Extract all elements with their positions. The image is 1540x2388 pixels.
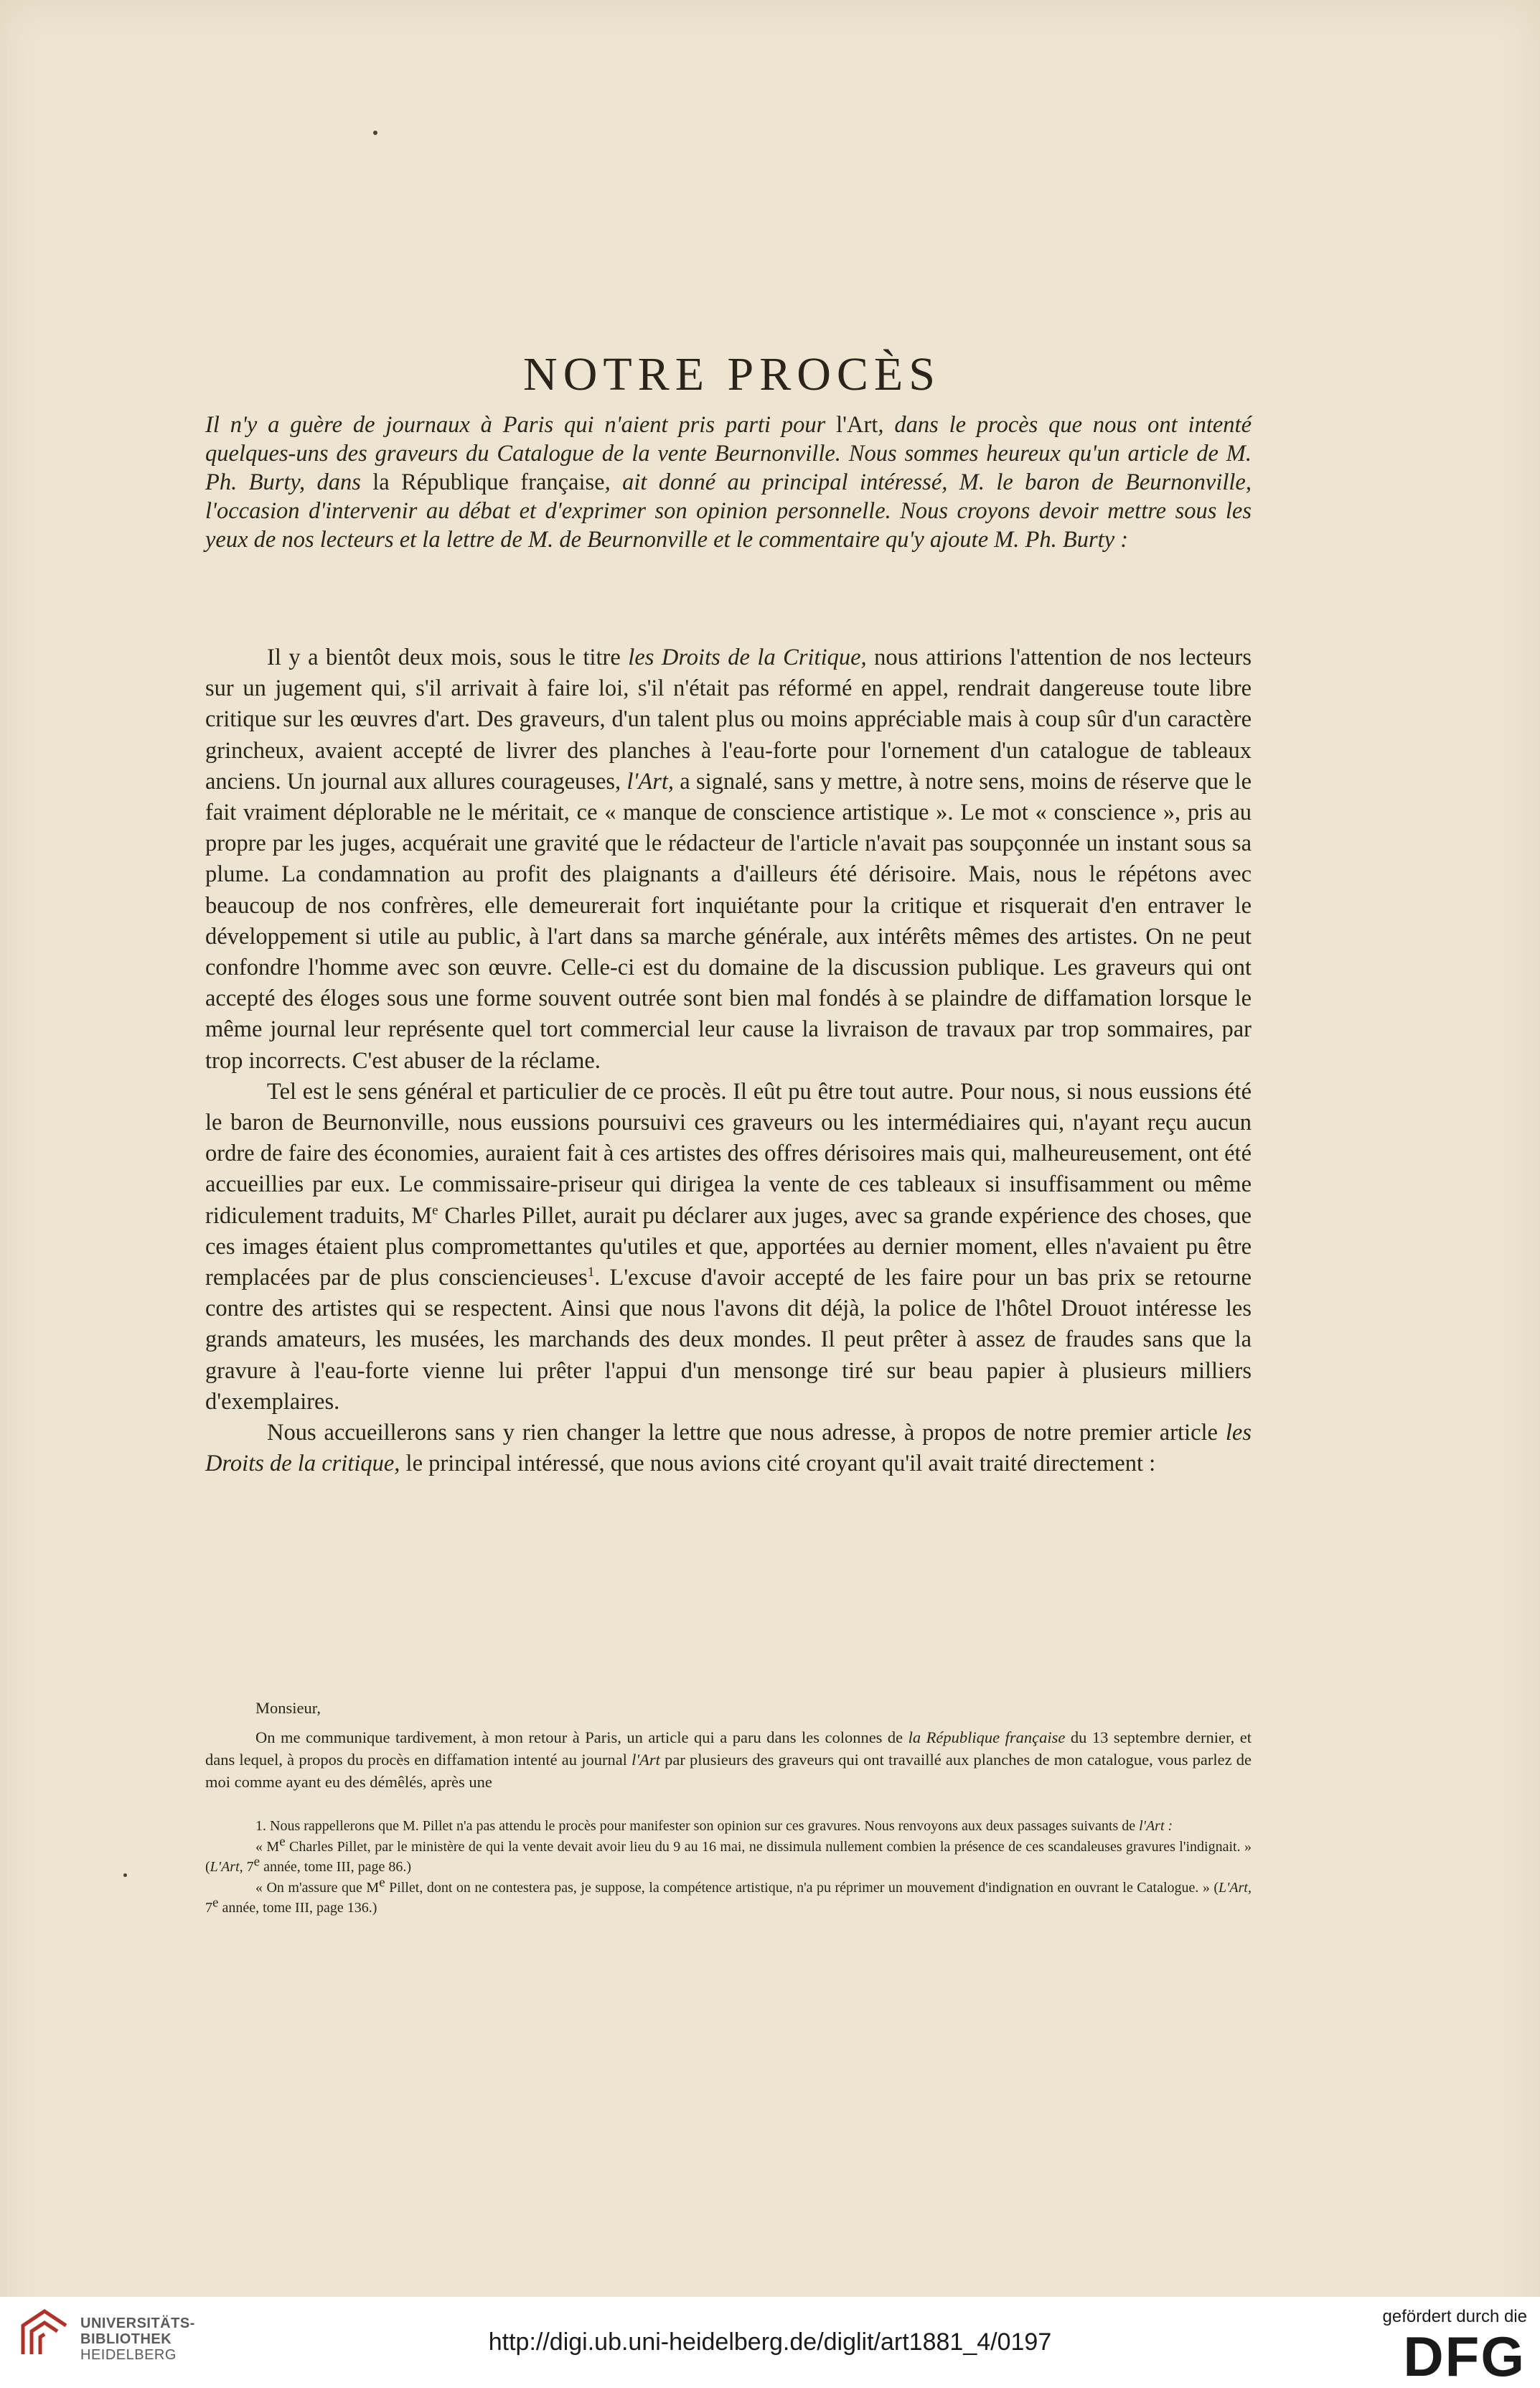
footnote-1: 1. Nous rappellerons que M. Pillet n'a pas attendu le procès pour manifester son opinion sur ces gravures. Nous renvoyons aux deux passages suivants de l'Art : <box>255 1818 1173 1834</box>
library-name: UNIVERSITÄTS- BIBLIOTHEK HEIDELBERG <box>80 2316 195 2363</box>
letter-paragraph: On me communique tardivement, à mon retour à Paris, un article qui a paru dans les colonnes de la République française du 13 septembre dernier, et dans lequel, à propos du procès en diffamation intenté au journal l'Art par plusieurs des graveurs qui ont travaillé aux planches de mon catalogue, vous parlez de moi comme ayant eu des démêlés, après une <box>205 1728 1252 1791</box>
letter-salutation: Monsieur, <box>255 1699 321 1717</box>
funding-caption: gefördert durch die <box>1382 2307 1527 2326</box>
ink-speck <box>123 1873 127 1877</box>
permalink-url[interactable]: http://digi.ub.uni-heidelberg.de/diglit/art1881_4/0197 <box>488 2328 1052 2356</box>
body-paragraph: Tel est le sens général et particulier de ce procès. Il eût pu être tout autre. Pour nous, si nous eussions été le baron de Beurnonville, nous eussions poursuivi ces graveurs ou les intermédiaires qui, n'ayant reçu aucun ordre de faire des économies, auraient fait à ces artistes des offres dérisoires mais qui, malheureusement, ont été accueillies par eux. Le commissaire-priseur qui dirigea la vente de ces tableaux si insuffisamment ou même ridiculement traduits, Me Charles Pillet, aurait pu déclarer aux juges, avec sa grande expérience des choses, que ces images étaient plus compromettantes qu'utiles et que, apportées au dernier moment, elles n'avaient pu être remplacées par de plus consciencieuses$^1$. L'excuse d'avoir accepté de les faire pour un bas prix se retourne contre des artistes qui se respectent. Ainsi que nous l'avons dit déjà, la police de l'hôtel Drouot intéresse les grands amateurs, les musées, les marchands des deux mondes. Il peut prêter à assez de fraudes sans que la gravure à l'eau-forte vienne lui prêter l'appui d'un mensonge tiré sur beau papier à plusieurs milliers d'exemplaires. <box>205 1078 1252 1415</box>
footnote-quote: « On m'assure que Me Pillet, dont on ne contestera pas, je suppose, la compétence artistique, n'a pu réprimer un mouvement d'indignation en ouvrant le Catalogue. » (L'Art, 7e année, tome III, page 136.) <box>205 1874 1252 1916</box>
dfg-logo[interactable]: DFG <box>1403 2325 1526 2388</box>
article-title: NOTRE PROCÈS <box>523 348 941 401</box>
footnotes <box>205 1816 1252 1919</box>
footnote-quote: « Me Charles Pillet, par le ministère de qui la vente devait avoir lieu du 9 au 16 mai, ne dissimula nullement combien la présence de ces scandaleuses gravures l'indignait. » (L'Art, 7e année, tome III, page 86.) <box>205 1833 1252 1875</box>
body-paragraph: Il y a bientôt deux mois, sous le titre les Droits de la Critique, nous attirions l'attention de nos lecteurs sur un jugement qui, s'il arrivait à faire loi, s'il n'était pas réformé en appel, rendrait dangereuse toute libre critique sur les œuvres d'art. Des graveurs, d'un talent plus ou moins appréciable mais à coup sûr d'un caractère grincheux, avaient accepté de livrer des planches à l'eau-forte pour l'ornement d'un catalogue de tableaux anciens. Un journal aux allures courageuses, l'Art, a signalé, sans y mettre, à notre sens, moins de réserve que le fait vraiment déplorable ne le méritait, ce « manque de conscience artistique ». Le mot « conscience », pris au propre par les juges, acquérait une gravité que le rédacteur de l'article n'avait pas soupçonnée un instant sous sa plume. La condamnation au profit des plaignants a d'ailleurs été dérisoire. Mais, nous le répétons avec beaucoup de nos confrères, elle demeurerait fort inquiétante pour la critique et risquerait d'en entraver le développement si utile au public, à l'art dans sa marche générale, aux intérêts mêmes des artistes. On ne peut confondre l'homme avec son œuvre. Celle-ci est du domaine de la discussion publique. Les graveurs qui ont accepté des éloges sous une forme souvent outrée sont bien mal fondés à se plaindre de diffamation lorsque le même journal leur représente quel tort commercial leur cause la livraison de travaux par trop sommaires, par trop incorrects. C'est abuser de la réclame. <box>205 645 1252 1074</box>
footnote-reference: 1 <box>587 1265 595 1280</box>
ink-speck <box>373 131 377 135</box>
article-body <box>205 642 1252 1479</box>
body-paragraph: Nous accueillerons sans y rien changer la lettre que nous adresse, à propos de notre premier article les Droits de la critique, le principal intéressé, que nous avions cité croyant qu'il avait traité directement : <box>205 1420 1252 1477</box>
digitization-footer <box>0 2297 1540 2388</box>
editorial-introduction: Il n'y a guère de journaux à Paris qui n'aient pris parti pour l'Art, dans le procès que nous ont intenté quelques-uns des graveurs du Catalogue de la vente Beurnonville. Nous sommes heureux qu'un article de M. Ph. Burty, dans la République française, ait donné au principal intéressé, M. le baron de Beurnonville, l'occasion d'intervenir au débat et d'exprimer son opinion personnelle. Nous croyons devoir mettre sous les yeux de nos lecteurs et la lettre de M. de Beurnonville et le commentaire qu'y ajoute M. Ph. Burty : <box>205 412 1252 553</box>
quoted-letter <box>205 1697 1252 1793</box>
